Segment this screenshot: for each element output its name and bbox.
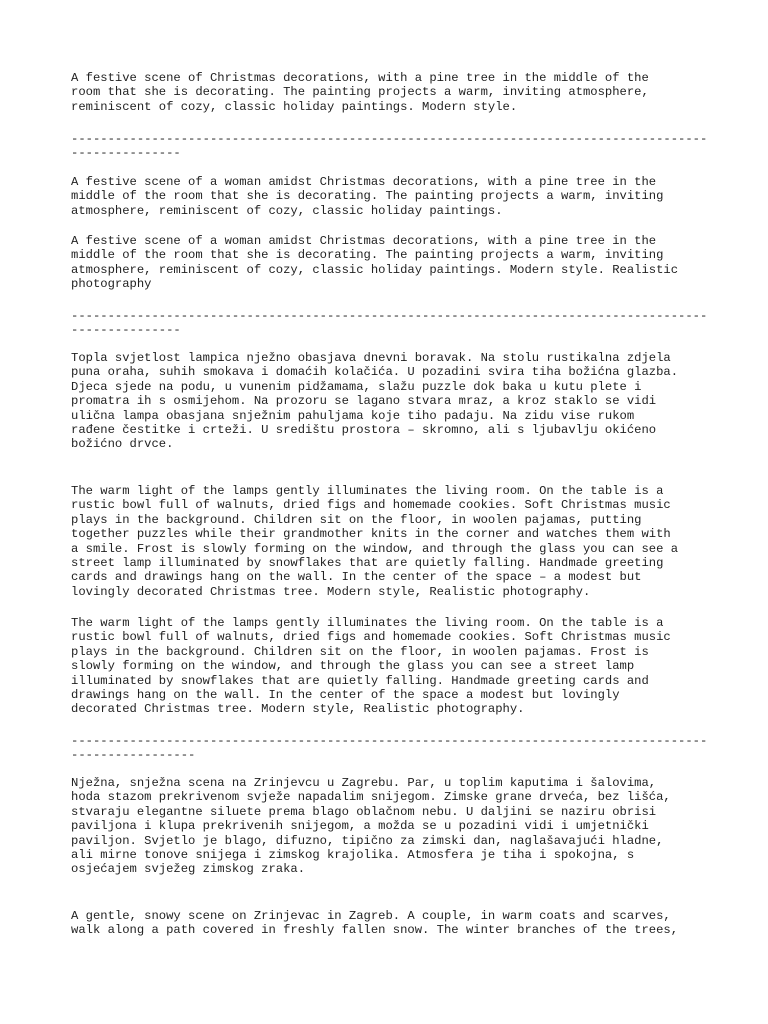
paragraph: [71, 616, 701, 717]
paragraph-line: atmosphere, reminiscent of cozy, classic holiday paintings. Modern style. Realistic: [71, 262, 679, 277]
paragraph-line: Topla svjetlost lampica nježno obasjava dnevni boravak. Na stolu rustikalna zdjela: [71, 351, 671, 365]
paragraph-line: atmosphere, reminiscent of cozy, classic holiday paintings.: [71, 203, 503, 218]
separator-text: ---------------------------------------------------------------------------------------: [71, 734, 708, 748]
paragraph-line: walk along a path covered in freshly fallen snow. The winter branches of the trees,: [71, 923, 679, 938]
paragraph-line: reminiscent of cozy, classic holiday paintings. Modern style.: [71, 99, 518, 114]
paragraph-line: paviljon. Svjetlo je blago, difuzno, tipično za zimski dan, naglašavajući hladne,: [71, 833, 664, 848]
paragraph-line: rustic bowl full of walnuts, dried figs and homemade cookies. Soft Christmas music: [71, 498, 671, 513]
paragraph-line: osjećajem svježeg zimskog zraka.: [71, 862, 306, 877]
paragraph: [71, 909, 701, 938]
paragraph-line: street lamp illuminated by snowflakes that are quietly falling. Handmade greeting: [71, 555, 664, 570]
paragraph-line: The warm light of the lamps gently illuminates the living room. On the table is a: [71, 616, 664, 630]
paragraph: [71, 234, 701, 292]
separator-text: ---------------: [71, 323, 181, 338]
paragraph-line: rustic bowl full of walnuts, dried figs and homemade cookies. Soft Christmas music: [71, 630, 671, 645]
paragraph: [71, 71, 701, 114]
paragraph-line: ali mirne tonove snijega i zimskog krajolika. Atmosfera je tiha i spokojna, s: [71, 847, 635, 862]
paragraph-line: A festive scene of a woman amidst Christmas decorations, with a pine tree in the: [71, 175, 657, 189]
paragraph-line: middle of the room that she is decorating. The painting projects a warm, inviting: [71, 189, 664, 204]
separator-text: ---------------------------------------------------------------------------------------: [71, 309, 708, 323]
paragraph-line: a smile. Frost is slowly forming on the window, and through the glass you can see a: [71, 541, 679, 556]
paragraph-line: stvaraju elegantne siluete prema blago oblačnom nebu. U daljini se naziru obrisi: [71, 804, 657, 819]
paragraph-line: promatra ih s osmijehom. Na prozoru se lagano stvara mraz, a kroz staklo se vidi: [71, 394, 657, 409]
paragraph-line: slowly forming on the window, and through the glass you can see a street lamp: [71, 659, 635, 674]
paragraph-line: A festive scene of Christmas decorations, with a pine tree in the middle of the: [71, 71, 649, 85]
separator-text: ---------------: [71, 146, 181, 161]
paragraph-line: A gentle, snowy scene on Zrinjevac in Zagreb. A couple, in warm coats and scarves,: [71, 909, 671, 923]
paragraph-line: Nježna, snježna scena na Zrinjevcu u Zagrebu. Par, u toplim kaputima i šalovima,: [71, 776, 657, 790]
paragraph: [71, 175, 701, 218]
paragraph-line: photography: [71, 277, 152, 292]
paragraph-line: hoda stazom prekrivenom svježe napadalim snijegom. Zimske grane drveća, bez lišća,: [71, 790, 671, 805]
separator-text: -----------------: [71, 748, 196, 763]
separator-line: [71, 132, 708, 161]
paragraph: [71, 351, 701, 452]
paragraph-line: rađene čestitke i crteži. U središtu prostora – skromno, ali s ljubavlju okićeno: [71, 422, 657, 437]
paragraph-line: ulična lampa obasjana snježnim pahuljama koje tiho padaju. Na zidu vise rukom: [71, 408, 635, 423]
paragraph-line: plays in the background. Children sit on the floor, in woolen pajamas, putting: [71, 512, 642, 527]
separator-line: [71, 309, 708, 338]
paragraph-line: plays in the background. Children sit on the floor, in woolen pajamas. Frost is: [71, 644, 649, 659]
paragraph-line: cards and drawings hang on the wall. In the center of the space – a modest but: [71, 570, 642, 585]
paragraph-line: together puzzles while their grandmother knits in the corner and watches them with: [71, 527, 671, 542]
paragraph-line: middle of the room that she is decorating. The painting projects a warm, inviting: [71, 248, 664, 263]
paragraph-line: illuminated by snowflakes that are quietly falling. Handmade greeting cards and: [71, 673, 649, 688]
paragraph: [71, 776, 701, 877]
paragraph-line: Djeca sjede na podu, u vunenim pidžamama, slažu puzzle dok baka u kutu plete i: [71, 379, 642, 394]
paragraph-line: A festive scene of a woman amidst Christmas decorations, with a pine tree in the: [71, 234, 657, 248]
paragraph-line: paviljona i klupa prekrivenih snijegom, a možda se u pozadini vidi i umjetnički: [71, 819, 649, 834]
paragraph-line: puna oraha, suhih smokava i domaćih kolačića. U pozadini svira tiha božićna glazba.: [71, 365, 679, 380]
separator-text: ---------------------------------------------------------------------------------------: [71, 132, 708, 146]
paragraph-line: The warm light of the lamps gently illuminates the living room. On the table is a: [71, 484, 664, 498]
paragraph-line: decorated Christmas tree. Modern style, Realistic photography.: [71, 702, 525, 717]
paragraph-line: lovingly decorated Christmas tree. Modern style, Realistic photography.: [71, 584, 591, 599]
paragraph: [71, 484, 701, 599]
separator-line: [71, 734, 708, 763]
paragraph-line: božićno drvce.: [71, 437, 174, 452]
paragraph-line: room that she is decorating. The painting projects a warm, inviting atmosphere,: [71, 85, 649, 100]
paragraph-line: drawings hang on the wall. In the center of the space a modest but lovingly: [71, 687, 620, 702]
